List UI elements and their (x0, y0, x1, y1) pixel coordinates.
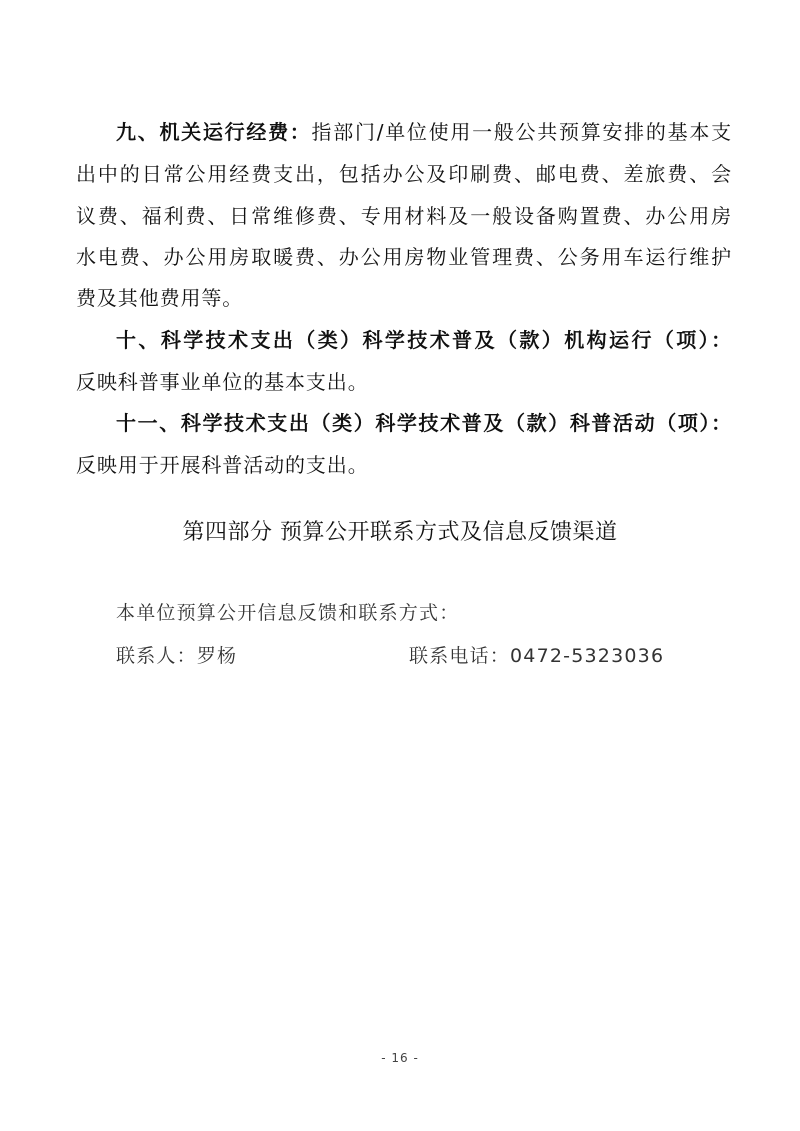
contact-intro: 本单位预算公开信息反馈和联系方式： (116, 602, 460, 624)
item9-line1-text: 指部门/单位使用一般公共预算安排的基本支 (311, 120, 732, 144)
item9-line4: 水电费、办公用房取暖费、办公用房物业管理费、公务用车运行维护 (76, 245, 732, 269)
section4-title: 第四部分 预算公开联系方式及信息反馈渠道 (182, 520, 618, 545)
item11-line2: 反映用于开展科普活动的支出。 (76, 453, 369, 477)
item9-line3: 议费、福利费、日常维修费、专用材料及一般设备购置费、办公用房 (76, 204, 732, 228)
item9-heading: 九、机关运行经费： (116, 120, 312, 144)
contact-person-name: 罗杨 (196, 645, 238, 667)
contact-phone-row (409, 643, 664, 669)
page-number: - 16 - (381, 1051, 419, 1065)
contact-phone-number: 0472-5323036 (510, 645, 665, 667)
item9-line1 (116, 119, 732, 145)
contact-phone-label: 联系电话： (409, 645, 511, 667)
item9-line2: 出中的日常公用经费支出，包括办公及印刷费、邮电费、差旅费、会 (76, 162, 732, 186)
contact-person-label: 联系人： (116, 645, 197, 667)
item10-line2: 反映科普事业单位的基本支出。 (76, 370, 369, 394)
item9-line5: 费及其他费用等。 (76, 286, 244, 310)
item10-heading: 十、科学技术支出（类）科学技术普及（款）机构运行（项）： (116, 328, 732, 352)
contact-person-row (116, 643, 237, 669)
item11-heading: 十一、科学技术支出（类）科学技术普及（款）科普活动（项）： (116, 411, 732, 435)
